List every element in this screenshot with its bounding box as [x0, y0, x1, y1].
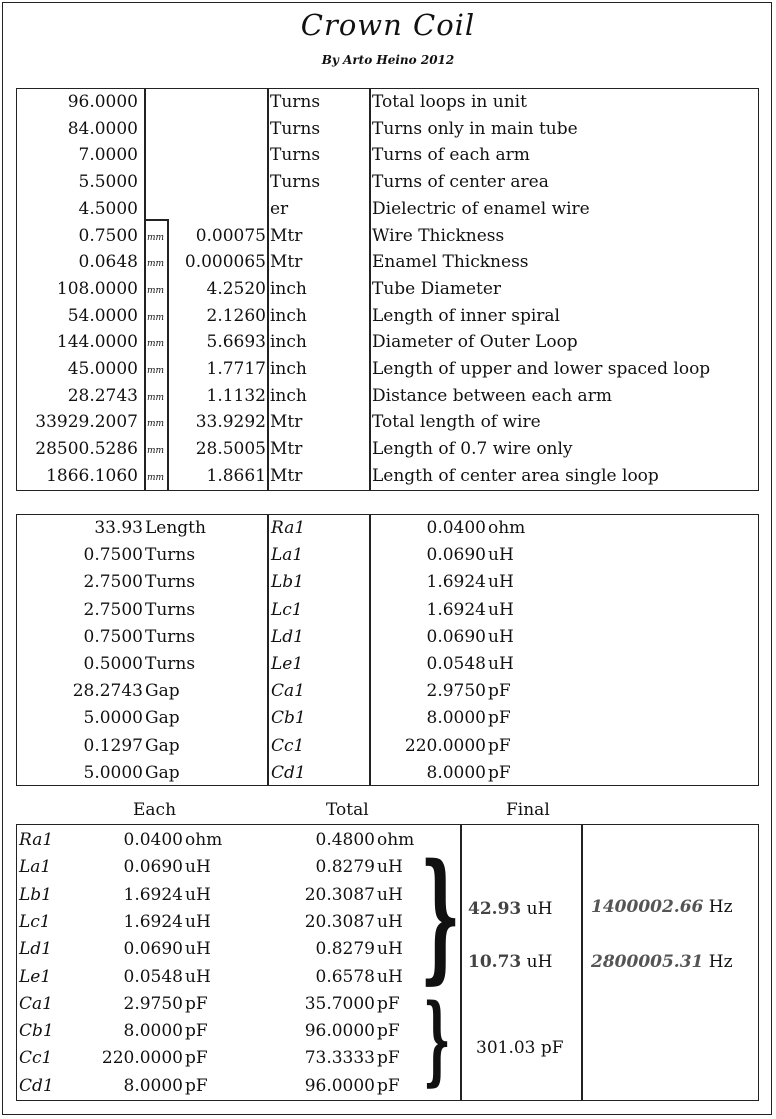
spec-unit: Turns [270, 145, 321, 166]
spec-converted: 0.000065 [184, 252, 266, 273]
spec-corner-line [144, 219, 168, 221]
final-inductance-1 [468, 896, 552, 923]
component-name: Lc1 [271, 599, 303, 620]
spec-description: Length of 0.7 wire only [372, 439, 573, 460]
spec-description: Enamel Thickness [372, 252, 529, 273]
spec-mm-value: 96.0000 [67, 92, 138, 112]
spec-mm-value: 0.7500 [78, 225, 138, 246]
summary-total: 0.4800 [315, 830, 375, 850]
spec-unit-mark: mm [147, 472, 165, 483]
spec-description: Tube Diameter [372, 278, 502, 299]
summary-total-unit: pF [377, 1075, 400, 1096]
component-result: 8.0000 [426, 708, 486, 729]
component-name: Cd1 [271, 762, 306, 783]
component-unit: pF [488, 762, 511, 783]
spec-unit: Mtr [270, 439, 303, 460]
spec-unit: Turns [270, 172, 321, 193]
spec-unit: Turns [270, 92, 321, 112]
component-name: Cb1 [271, 708, 306, 729]
capacitor-brace: } [423, 983, 451, 1096]
summary-name: Cb1 [19, 1021, 54, 1042]
spec-unit-mark: mm [147, 446, 165, 457]
final-frequency-1-value: 1400002.66 [591, 897, 704, 917]
summary-total-unit: pF [377, 1021, 400, 1042]
spec-unit: inch [270, 359, 307, 379]
component-table [16, 514, 759, 786]
spec-col-divider [267, 89, 269, 490]
spec-mm-value: 0.0648 [78, 252, 138, 273]
spec-unit: Mtr [270, 225, 303, 246]
summary-name: Ld1 [19, 939, 52, 960]
component-result: 220.0000 [404, 735, 486, 756]
component-unit: uH [488, 626, 514, 647]
spec-converted: 33.9292 [195, 412, 266, 433]
spec-unit-mark: mm [147, 285, 165, 296]
summary-total-unit: ohm [377, 830, 415, 850]
spec-description: Wire Thickness [372, 225, 505, 246]
component-value: 0.7500 [83, 626, 143, 647]
component-result: 0.0548 [426, 654, 486, 674]
final-frequency-1-unit: Hz [708, 897, 733, 917]
component-unit: uH [488, 545, 514, 566]
summary-each-unit: uH [185, 939, 211, 960]
component-value: 5.0000 [83, 762, 143, 783]
summary-total-unit: uH [377, 911, 403, 932]
spec-mm-value: 45.0000 [67, 359, 138, 379]
component-value: 2.7500 [83, 599, 143, 620]
final-frequency-2 [591, 949, 733, 976]
summary-col-divider [581, 825, 583, 1100]
component-value: 0.5000 [83, 654, 143, 674]
component-kind: Turns [145, 599, 196, 620]
summary-name: Le1 [19, 966, 52, 987]
summary-name: Ca1 [19, 993, 53, 1014]
spec-mm-value: 144.0000 [56, 332, 138, 353]
spec-mm-value: 33929.2007 [35, 412, 138, 433]
component-kind: Gap [145, 735, 180, 756]
summary-each: 8.0000 [123, 1075, 183, 1096]
component-value: 5.0000 [83, 708, 143, 729]
spec-converted: 1.7717 [206, 359, 266, 379]
component-unit: uH [488, 572, 514, 593]
spec-unit: inch [270, 305, 307, 326]
spec-description: Diameter of Outer Loop [372, 332, 578, 353]
final-frequency-1 [591, 894, 733, 921]
component-unit: pF [488, 681, 511, 702]
spec-description: Total length of wire [372, 412, 541, 433]
component-unit: uH [488, 599, 514, 620]
spec-mm-value: 28500.5286 [35, 439, 138, 460]
component-kind: Length [145, 518, 206, 538]
component-result: 0.0400 [426, 518, 486, 538]
summary-each: 8.0000 [123, 1021, 183, 1042]
spec-unit: Mtr [270, 252, 303, 273]
spec-converted: 1.8661 [206, 465, 266, 486]
header-final: Final [506, 800, 550, 820]
spec-unit: inch [270, 278, 307, 299]
component-name: La1 [271, 545, 304, 566]
summary-each: 220.0000 [101, 1048, 183, 1069]
spec-unit-mark: mm [147, 259, 165, 270]
spec-mm-value: 108.0000 [56, 278, 138, 299]
spec-description: Turns of center area [372, 172, 549, 193]
spec-unit-mark: mm [147, 419, 165, 430]
spec-description: Total loops in unit [372, 92, 527, 112]
document-title: Crown Coil [300, 8, 476, 42]
component-unit: uH [488, 654, 514, 674]
spec-unit: inch [270, 385, 307, 406]
spec-unit-mark: mm [147, 392, 165, 403]
component-result: 8.0000 [426, 762, 486, 783]
summary-each: 1.6924 [123, 911, 183, 932]
spec-col-divider [144, 89, 146, 490]
component-name: Ra1 [271, 518, 306, 538]
summary-total-unit: uH [377, 884, 403, 905]
summary-each-unit: pF [185, 1075, 208, 1096]
component-name: Le1 [271, 654, 304, 674]
component-kind: Turns [145, 572, 196, 593]
summary-name: Cc1 [19, 1048, 53, 1069]
summary-each-unit: pF [185, 1048, 208, 1069]
component-value: 0.7500 [83, 545, 143, 566]
component-col-divider [267, 515, 269, 785]
summary-each-unit: uH [185, 884, 211, 905]
summary-each: 1.6924 [123, 884, 183, 905]
spec-unit: Turns [270, 118, 321, 139]
summary-each-unit: ohm [185, 830, 223, 850]
spec-unit-mark: mm [147, 232, 165, 243]
component-kind: Turns [145, 545, 196, 566]
summary-total: 73.3333 [304, 1048, 375, 1069]
final-inductance-1-value: 42.93 [468, 899, 522, 919]
final-capacitance-value: 301.03 [476, 1038, 536, 1058]
spec-converted: 1.1132 [206, 385, 266, 406]
component-name: Ca1 [271, 681, 305, 702]
summary-each: 0.0690 [123, 857, 183, 878]
summary-each: 2.9750 [123, 993, 183, 1014]
spec-table [16, 88, 759, 491]
spec-converted: 4.2520 [206, 278, 266, 299]
component-kind: Turns [145, 626, 196, 647]
final-capacitance [476, 1035, 564, 1062]
summary-total: 0.8279 [315, 939, 375, 960]
final-capacitance-unit: pF [540, 1038, 564, 1058]
spec-converted: 2.1260 [206, 305, 266, 326]
component-unit: ohm [488, 518, 526, 538]
component-result: 1.6924 [426, 572, 486, 593]
spec-description: Dielectric of enamel wire [372, 198, 590, 219]
spec-description: Distance between each arm [372, 385, 612, 406]
component-name: Ld1 [271, 626, 304, 647]
summary-name: Lb1 [19, 884, 52, 905]
summary-total: 20.3087 [304, 884, 375, 905]
summary-total-unit: uH [377, 939, 403, 960]
summary-each-unit: pF [185, 1021, 208, 1042]
component-name: Cc1 [271, 735, 305, 756]
summary-total: 35.7000 [304, 993, 375, 1014]
document-subtitle: By Arto Heino 2012 [321, 53, 455, 67]
summary-total-unit: pF [377, 993, 400, 1014]
spec-mm-value: 4.5000 [78, 198, 138, 219]
summary-each-unit: uH [185, 857, 211, 878]
spec-converted: 5.6693 [206, 332, 266, 353]
summary-name: Cd1 [19, 1075, 54, 1096]
final-frequency-2-unit: Hz [708, 952, 733, 972]
component-result: 0.0690 [426, 545, 486, 566]
component-kind: Turns [145, 654, 196, 674]
spec-unit-mark: mm [147, 312, 165, 323]
spec-mm-value: 1866.1060 [46, 465, 138, 486]
header-each: Each [133, 800, 177, 820]
spec-description: Turns only in main tube [372, 118, 578, 139]
spec-unit-mark: mm [147, 339, 165, 350]
spec-mm-value: 84.0000 [67, 118, 138, 139]
spec-description: Turns of each arm [372, 145, 530, 166]
final-frequency-2-value: 2800005.31 [591, 952, 704, 972]
component-kind: Gap [145, 708, 180, 729]
component-value: 28.2743 [72, 681, 143, 702]
final-inductance-2-unit: uH [526, 952, 553, 972]
final-inductance-2 [468, 949, 552, 976]
component-kind: Gap [145, 762, 180, 783]
component-result: 0.0690 [426, 626, 486, 647]
spec-unit: inch [270, 332, 307, 353]
component-unit: pF [488, 708, 511, 729]
spec-mm-value: 5.5000 [78, 172, 138, 193]
summary-total: 0.6578 [315, 966, 375, 987]
spec-mm-value: 54.0000 [67, 305, 138, 326]
spec-unit: Mtr [270, 465, 303, 486]
component-result: 2.9750 [426, 681, 486, 702]
spec-unit: Mtr [270, 412, 303, 433]
header-total: Total [326, 800, 369, 820]
summary-total: 20.3087 [304, 911, 375, 932]
spec-description: Length of inner spiral [372, 305, 560, 326]
component-value: 2.7500 [83, 572, 143, 593]
summary-total-unit: uH [377, 857, 403, 878]
spec-unit: er [270, 198, 289, 219]
summary-each-unit: pF [185, 993, 208, 1014]
summary-each-unit: uH [185, 966, 211, 987]
summary-total: 96.0000 [304, 1021, 375, 1042]
summary-each-unit: uH [185, 911, 211, 932]
summary-total: 0.8279 [315, 857, 375, 878]
inductor-brace: } [420, 834, 461, 998]
summary-total-unit: pF [377, 1048, 400, 1069]
summary-each: 0.0690 [123, 939, 183, 960]
summary-total-unit: uH [377, 966, 403, 987]
spec-converted: 28.5005 [195, 439, 266, 460]
summary-each: 0.0400 [123, 830, 183, 850]
final-inductance-1-unit: uH [526, 899, 553, 919]
component-kind: Gap [145, 681, 180, 702]
component-value: 33.93 [94, 518, 143, 538]
summary-name: Ra1 [19, 830, 54, 850]
summary-name: La1 [19, 857, 52, 878]
component-unit: pF [488, 735, 511, 756]
spec-description: Length of center area single loop [372, 465, 659, 486]
summary-total: 96.0000 [304, 1075, 375, 1096]
spec-mm-value: 28.2743 [67, 385, 138, 406]
spec-unit-mark: mm [147, 366, 165, 376]
summary-each: 0.0548 [123, 966, 183, 987]
spec-converted: 0.00075 [195, 225, 266, 246]
component-name: Lb1 [271, 572, 304, 593]
component-value: 0.1297 [83, 735, 143, 756]
spec-description: Length of upper and lower spaced loop [372, 359, 711, 379]
spec-col-divider [369, 89, 371, 490]
final-inductance-2-value: 10.73 [468, 952, 522, 972]
spec-mm-value: 7.0000 [78, 145, 138, 166]
summary-name: Lc1 [19, 911, 51, 932]
component-result: 1.6924 [426, 599, 486, 620]
